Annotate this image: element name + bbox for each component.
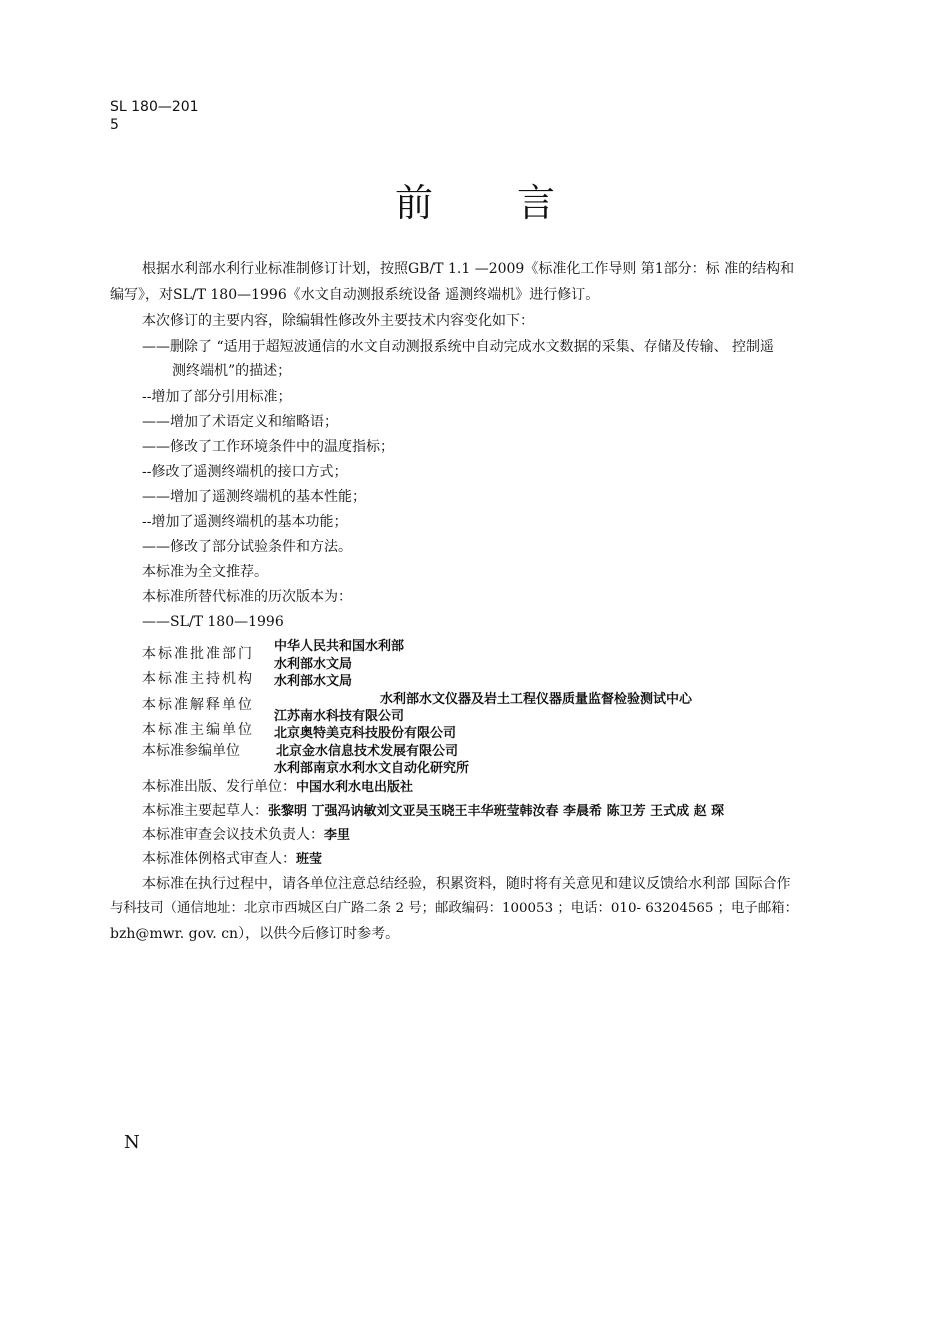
- history-intro: 本标准所替代标准的历次版本为：: [142, 589, 352, 605]
- changes-intro: 本次修订的主要内容，除编辑性修改外主要技术内容变化如下：: [142, 313, 534, 329]
- publisher-line: [142, 774, 413, 801]
- chief-value-2: 北京奥特美克科技股份有限公司: [274, 726, 457, 741]
- page-title: 前 言: [394, 181, 592, 225]
- participate-value-2: 水利部南京水利水文自动化研究所: [274, 761, 470, 776]
- change-item-1b: 测终端机”的描述；: [172, 363, 292, 379]
- change-item-6: ——增加了遥测终端机的基本性能；: [142, 489, 366, 505]
- feedback-line-1: 本标准在执行过程中，请各单位注意总结经验，积累资料，随时将有关意见和建议反馈给水利部 国际合作: [142, 876, 791, 892]
- drafters-value: 张黎明 丁强冯讷敏刘文亚吴玉晓王丰华班莹韩汝春 李晨希 陈卫芳 王式成 赵 琛: [268, 804, 725, 819]
- publisher-label: 本标准出版、发行单位：: [142, 779, 296, 795]
- change-item-2: --增加了部分引用标准；: [142, 389, 292, 405]
- doc-number-line-2: 5: [110, 117, 119, 133]
- doc-number-line-1: SL 180—201: [110, 99, 199, 115]
- format-review-line: [142, 846, 322, 873]
- history-item: ——SL/T 180—1996: [142, 614, 284, 630]
- participate-value-1: 北京金水信息技术发展有限公司: [276, 744, 459, 759]
- change-item-4: ——修改了工作环境条件中的温度指标；: [142, 439, 394, 455]
- intro-line-1: 根据水利部水利行业标准制修订计划，按照GB/T 1.1 —2009《标准化工作导则 第1部分：标 准的结构和: [142, 261, 795, 277]
- format-review-value: 班莹: [296, 852, 323, 867]
- change-item-8: ——修改了部分试验条件和方法。: [142, 539, 352, 555]
- drafters-line: [142, 798, 724, 825]
- change-item-5: --修改了遥测终端机的接口方式；: [142, 464, 348, 480]
- format-review-label: 本标准体例格式审查人：: [142, 851, 296, 867]
- drafters-label: 本标准主要起草人：: [142, 803, 268, 819]
- interpret-label: 本标准解释单位: [142, 697, 254, 713]
- host-value-1: 水利部水文局: [274, 657, 353, 672]
- chief-value-1: 江苏南水科技有限公司: [274, 709, 405, 724]
- chief-label: 本标准主编单位: [142, 722, 254, 738]
- host-value-2: 水利部水文局: [274, 674, 353, 689]
- participate-label: 本标准参编单位: [142, 743, 240, 759]
- footer-mark: N: [124, 1132, 140, 1153]
- change-item-3: ——增加了术语定义和缩略语；: [142, 414, 338, 430]
- publisher-value: 中国水利水电出版社: [296, 780, 414, 795]
- feedback-line-2: 与科技司（通信地址：北京市西城区白广路二条 2 号；邮政编码：100053 ；电话：010- 63204565 ；电子邮箱：: [110, 901, 798, 916]
- change-item-7: --增加了遥测终端机的基本功能；: [142, 514, 348, 530]
- host-label: 本标准主持机构: [142, 671, 254, 687]
- recommendation-note: 本标准为全文推荐。: [142, 564, 268, 580]
- feedback-line-3: bzh@mwr. gov. cn），以供今后修订时参考。: [110, 926, 400, 942]
- intro-line-2: 编写》，对SL/T 180—1996《水文自动测报系统设备 遥测终端机》进行修订。: [110, 287, 600, 303]
- review-line: [142, 822, 350, 849]
- approve-value: 中华人民共和国水利部: [274, 639, 405, 654]
- review-value: 李里: [324, 828, 351, 843]
- change-item-1a: ——删除了 “适用于超短波通信的水文自动测报系统中自动完成水文数据的采集、存储及传输、 控制遥: [142, 339, 775, 355]
- review-label: 本标准审查会议技术负责人：: [142, 827, 324, 843]
- approve-label: 本标准批准部门: [142, 646, 254, 662]
- interpret-value: 水利部水文仪器及岩土工程仪器质量监督检验测试中心: [380, 692, 693, 707]
